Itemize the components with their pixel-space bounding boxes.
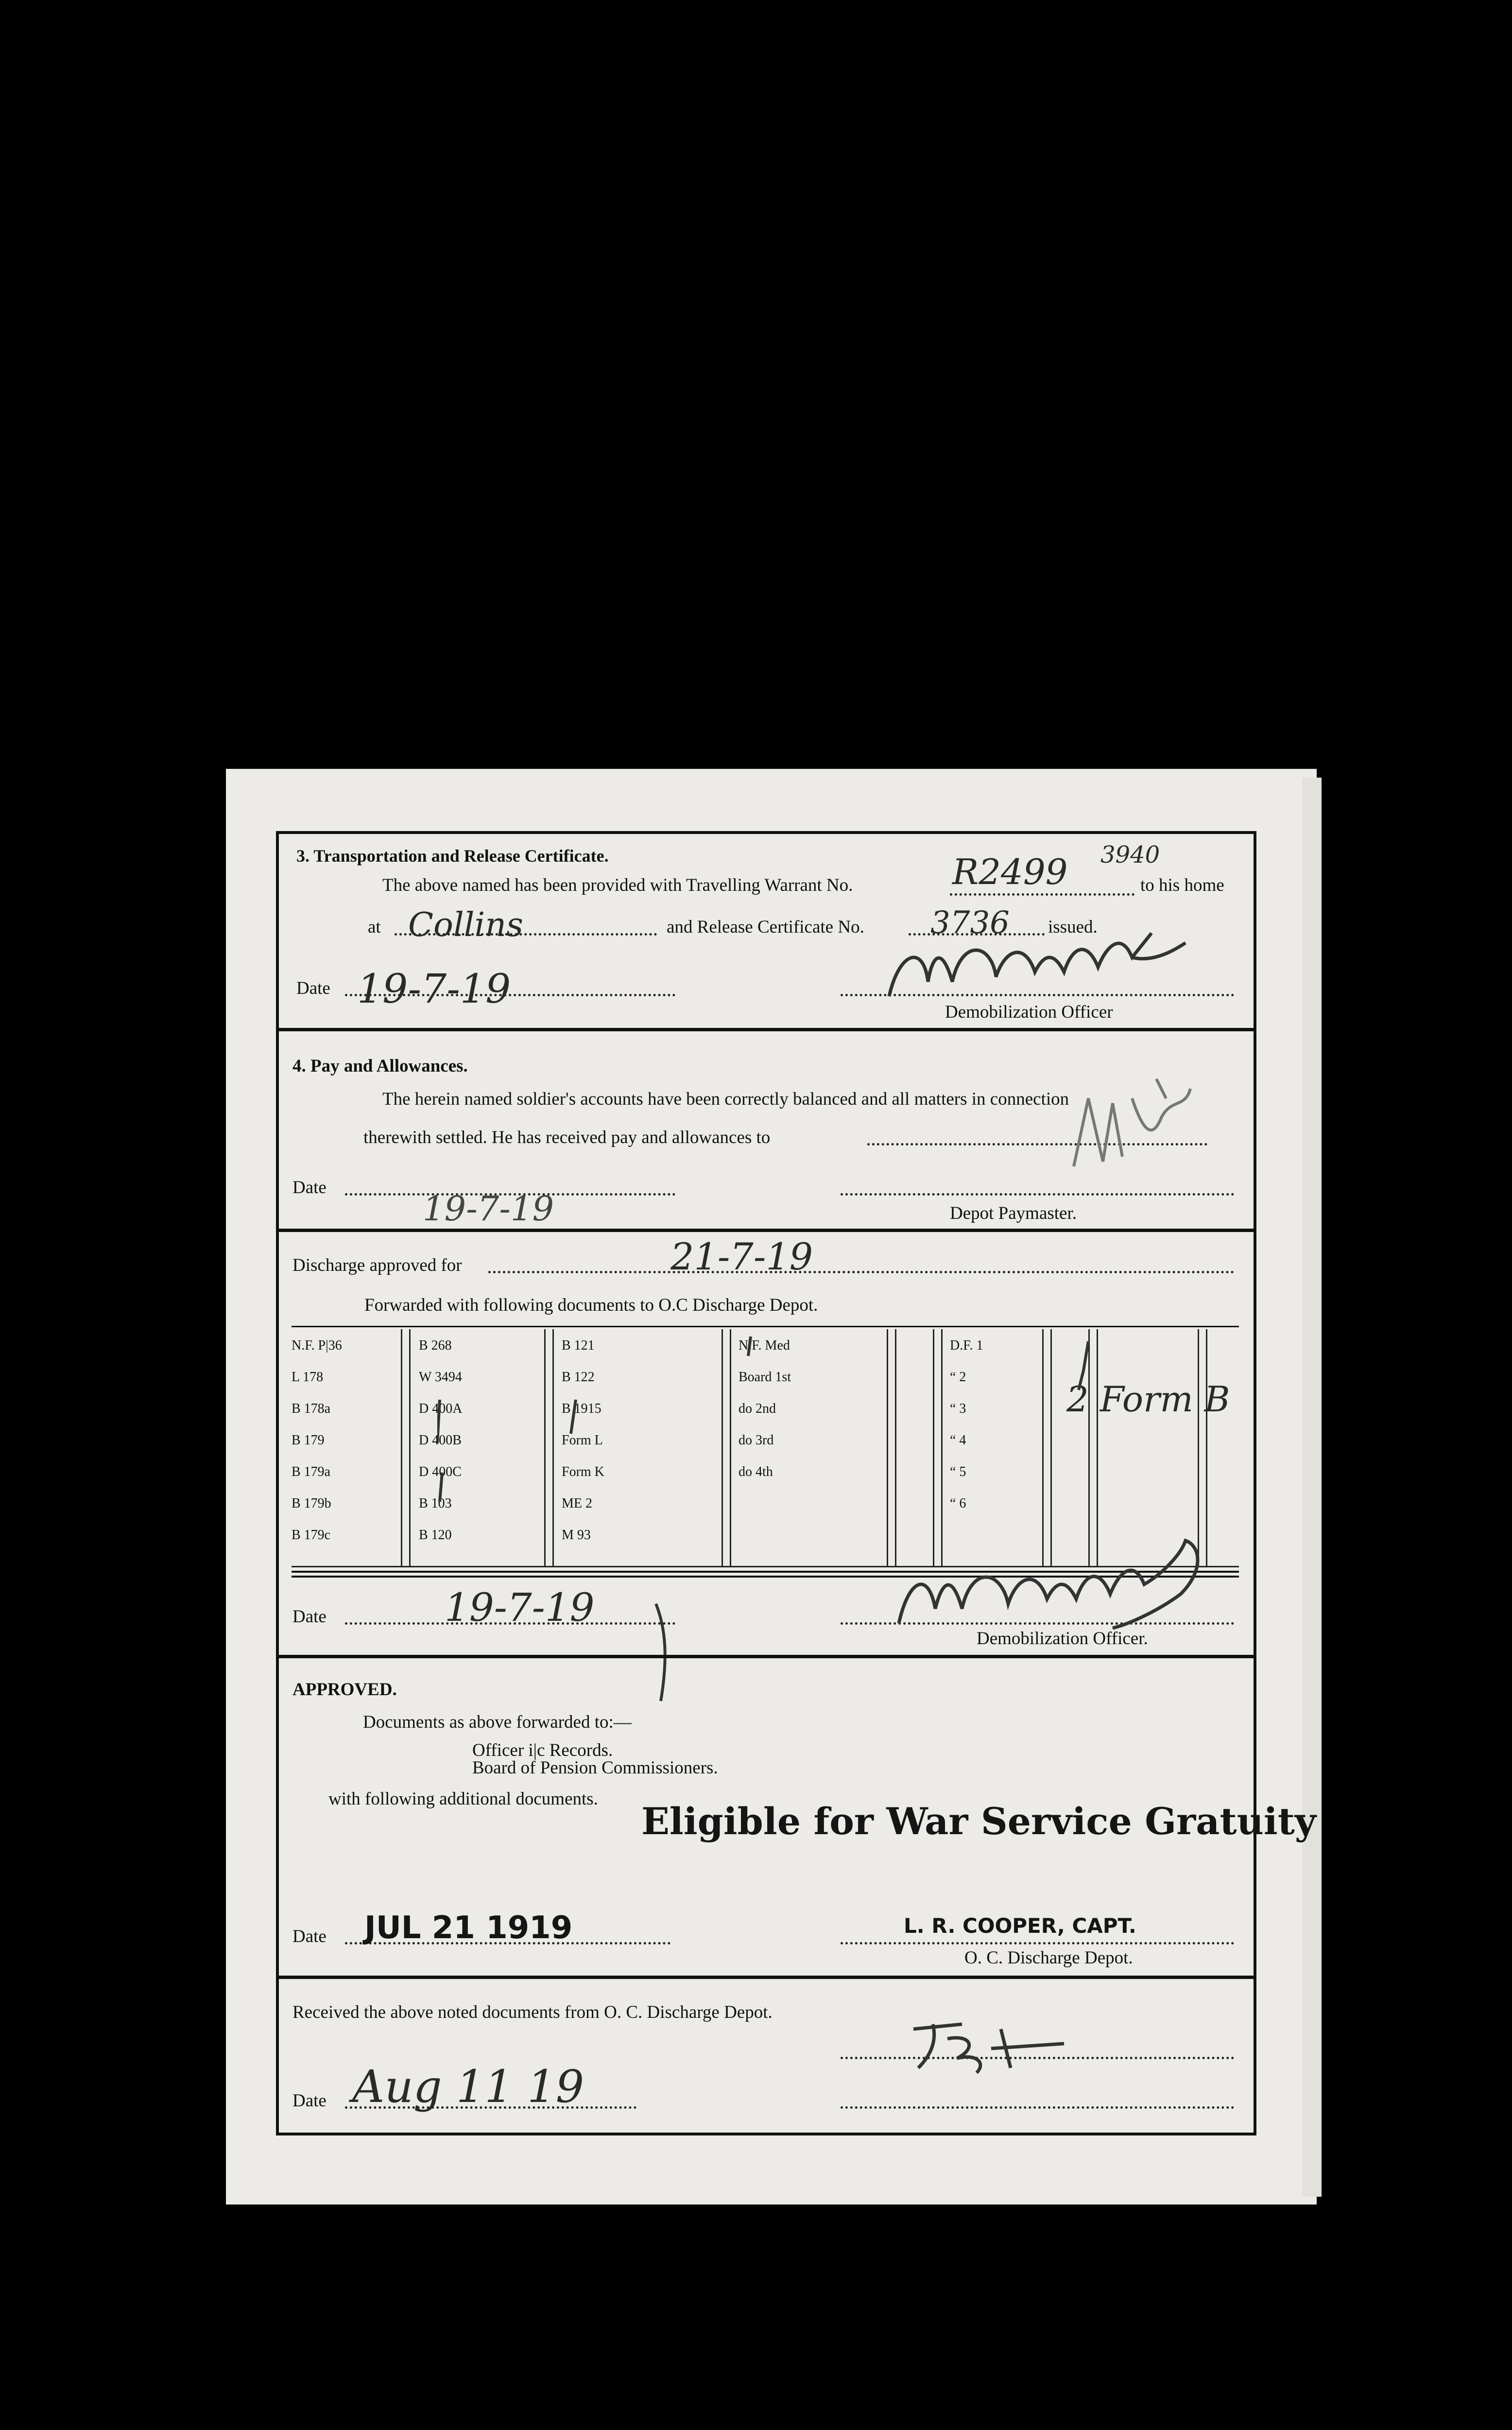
to-home-label: to his home	[1140, 875, 1224, 895]
received-date-label: Date	[292, 2091, 326, 2111]
grid-cell-col2: D 400A	[419, 1401, 463, 1416]
grid-cell-col1: B 178a	[292, 1401, 331, 1416]
warrant-dots	[950, 893, 1134, 896]
grid-cell-col4: do 4th	[739, 1464, 773, 1479]
grid-cell-col2: B 120	[419, 1527, 452, 1543]
grid-cell-col5: “ 5	[950, 1464, 966, 1479]
grid-cell-col3: B 121	[562, 1338, 595, 1353]
s3-divider	[276, 1028, 1256, 1031]
s3-date-label: Date	[296, 978, 330, 998]
s3-officer-label: Demobilization Officer	[945, 1002, 1113, 1022]
s4-line1: The herein named soldier's accounts have been correctly balanced and all matters in connection	[382, 1089, 1069, 1109]
grid-col-line	[401, 1329, 402, 1567]
warrant-line: The above named has been provided with Travelling Warrant No.	[382, 875, 853, 895]
grid-cell-col1: B 179b	[292, 1496, 331, 1511]
grid-cell-col2: B 103	[419, 1496, 452, 1511]
s4-date-label: Date	[292, 1178, 326, 1198]
signer-stamp: L. R. COOPER, CAPT.	[904, 1914, 1136, 1938]
grid-cell-col4: do 2nd	[739, 1401, 776, 1416]
grid-cell-col3: B 122	[562, 1370, 595, 1385]
grid-cell-col5: “ 4	[950, 1433, 966, 1448]
approved-line3: Board of Pension Commissioners.	[472, 1758, 718, 1778]
approved-date-stamp: JUL 21 1919	[364, 1910, 573, 1946]
discharge-approved-label: Discharge approved for	[292, 1255, 462, 1275]
grid-cell-col3: Form L	[562, 1433, 603, 1448]
received-initials	[904, 2014, 1079, 2078]
received-line: Received the above noted documents from O. C. Discharge Depot.	[292, 2002, 773, 2022]
grid-cell-col5: “ 6	[950, 1496, 966, 1511]
section3-heading: 3. Transportation and Release Certificate.	[296, 846, 609, 866]
grid-cell-col1: L 178	[292, 1370, 324, 1385]
release-number: 3736	[930, 905, 1010, 941]
grid-cell-col2: D 400C	[419, 1464, 462, 1479]
grid-cell-col2: W 3494	[419, 1370, 462, 1385]
approved-line1: Documents as above forwarded to:—	[363, 1712, 632, 1732]
received-extra-dots	[841, 2106, 1234, 2109]
grid-cell-col3: M 93	[562, 1527, 591, 1543]
approved-line2: Officer i|c Records.	[472, 1740, 613, 1760]
s5-date-label: Date	[292, 1607, 326, 1627]
grid-cell-col1: N.F. P|36	[292, 1338, 342, 1353]
s5-officer-label: Demobilization Officer.	[977, 1629, 1148, 1649]
depot-label: O. C. Discharge Depot.	[964, 1948, 1133, 1968]
approved-heading: APPROVED.	[292, 1680, 397, 1700]
paper-edge	[1302, 778, 1322, 2197]
discharge-dots	[488, 1271, 1234, 1273]
grid-cell-col4: Board 1st	[739, 1370, 791, 1385]
s4-divider	[276, 1229, 1256, 1232]
grid-cell-col2: D 400B	[419, 1433, 462, 1448]
s5-divider	[276, 1655, 1256, 1658]
grid-cell-col1: B 179	[292, 1433, 325, 1448]
grid-cell-col4: do 3rd	[739, 1433, 774, 1448]
s4-date-value: 19-7-19	[423, 1189, 554, 1229]
grid-cell-col1: B 179a	[292, 1464, 331, 1479]
approved-divider	[276, 1976, 1256, 1979]
s4-line2: therewith settled. He has received pay and allowances to	[363, 1128, 771, 1147]
s4-sign-dots	[841, 1193, 1234, 1196]
s4-paymaster-mark	[1059, 1069, 1205, 1181]
issued-label: issued.	[1048, 917, 1098, 937]
approved-line4: with following additional documents.	[328, 1789, 598, 1809]
release-label: and Release Certificate No.	[667, 917, 864, 937]
approved-sign-dots	[841, 1942, 1234, 1944]
s5-signature	[889, 1526, 1229, 1638]
warrant-number: R2499	[952, 851, 1068, 892]
grid-handwritten-marks	[437, 1327, 1117, 1531]
warrant-extra: 3940	[1100, 841, 1160, 868]
at-label: at	[368, 917, 381, 937]
s4-officer-label: Depot Paymaster.	[950, 1203, 1077, 1223]
grid-cell-col5: D.F. 1	[950, 1338, 983, 1353]
s3-date-value: 19-7-19	[357, 966, 511, 1012]
grid-cell-col5: “ 3	[950, 1401, 966, 1416]
grid-cell-col1: B 179c	[292, 1527, 331, 1543]
grid-cell-col4: N.F. Med	[739, 1338, 790, 1353]
s5-date-value: 19-7-19	[445, 1585, 595, 1630]
at-value: Collins	[408, 906, 523, 944]
received-date-value: Aug 11 19	[352, 2061, 584, 2113]
forwarded-line: Forwarded with following documents to O.C Discharge Depot.	[364, 1295, 818, 1315]
grid-annotation: 2 Form B	[1066, 1379, 1230, 1420]
approved-date-label: Date	[292, 1927, 326, 1946]
grid-cell-col2: B 268	[419, 1338, 452, 1353]
grid-col-line	[409, 1329, 411, 1567]
grid-cell-col3: Form K	[562, 1464, 604, 1479]
grid-cell-col5: “ 2	[950, 1370, 966, 1385]
gratuity-stamp: Eligible for War Service Gratuity	[641, 1800, 1316, 1843]
section4-heading: 4. Pay and Allowances.	[292, 1056, 468, 1076]
discharge-approved-value: 21-7-19	[670, 1235, 813, 1278]
s5-date-tail	[646, 1599, 675, 1706]
grid-cell-col3: ME 2	[562, 1496, 592, 1511]
grid-cell-col3: B 1915	[562, 1401, 601, 1416]
